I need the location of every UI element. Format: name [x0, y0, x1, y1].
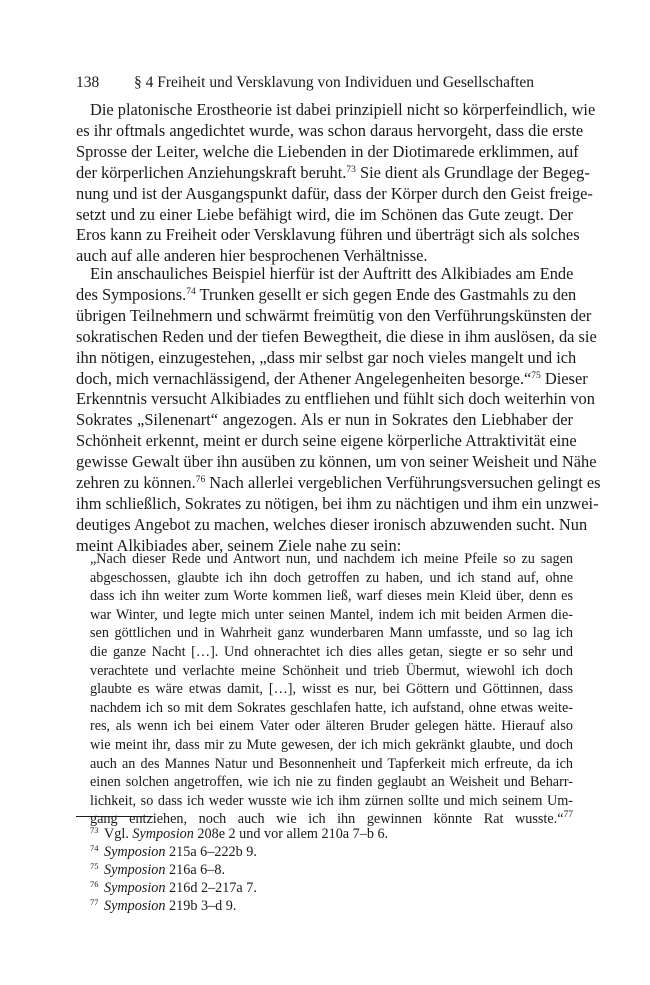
- footnote-ref-76[interactable]: 76: [195, 475, 206, 486]
- text-line: auch auf alle anderen hier besprochenen Verhältnisse.: [76, 246, 428, 266]
- text-line: ihm schließlich, Sokrates zu nötigen, bei ihm zu nächtigen und ihm ein unzwei-: [76, 493, 599, 513]
- footnote-ref-75[interactable]: 75: [531, 370, 541, 381]
- quote-line: dass ich ihn weiter zum Worte kommen ließ, warf dieses mein Kleid über, denn es: [90, 588, 573, 605]
- quote-line: „Nach dieser Rede und Antwort nun, und nachdem ich meine Pfeile so zu sagen: [90, 551, 573, 567]
- footnote: [90, 897, 570, 915]
- text-line: gewisse Gewalt über ihn ausüben zu können, um von seiner Weisheit und Nähe: [76, 452, 597, 472]
- footnote-work-title: Symposion: [104, 898, 166, 915]
- paragraph-2: [76, 264, 601, 557]
- text-line: übrigen Teilnehmern und schwärmt freimütig von den Verführungskünsten der: [76, 305, 592, 325]
- footnote-number: 74: [90, 843, 99, 854]
- footnote: [90, 879, 570, 897]
- text-line: [76, 284, 577, 306]
- text-line: Sokrates „Silenenart“ angezogen. Als er nun in Sokrates den Liebhaber der: [76, 410, 573, 430]
- text-line: nung und ist der Ausgangspunkt dafür, dass der Körper durch den Geist freige-: [76, 183, 593, 203]
- footnote-ref-77[interactable]: 77: [563, 810, 573, 821]
- text-segment: Dieser: [540, 368, 588, 388]
- text-line: deutiges Angebot zu machen, welches dieser ironisch abzuwenden sucht. Nun: [76, 514, 588, 534]
- text-segment: des Symposions.: [76, 284, 187, 304]
- quote-line: glaubte es wäre etwas damit, […], wisst es nur, bei Göttern und Göttinnen, dass: [90, 681, 573, 698]
- footnote-work-title: Symposion: [132, 826, 194, 842]
- footnote-reference: 208e 2 und vor allem 210a 7–b 6.: [193, 826, 389, 842]
- quote-line: res, als wenn ich bei einem Vater oder älteren Bruder gelegen hätte. Hierauf also: [90, 718, 573, 735]
- text-segment: Trunken gesellt er sich gegen Ende des Gastmahls zu den: [195, 284, 577, 304]
- quote-line: abgeschossen, glaubte ich ihn doch getroffen zu haben, und ich stand auf, ohne: [90, 569, 573, 586]
- text-line: [76, 473, 601, 494]
- footnote-reference: 215a 6–222b 9.: [165, 844, 257, 861]
- footnote-separator: [76, 816, 153, 817]
- text-line: [76, 368, 588, 390]
- text-line: Ein anschauliches Beispiel hierfür ist der Auftritt des Alkibiades am Ende: [90, 264, 574, 283]
- quote-line: sen göttlichen und in Wahrheit ganz wunderbaren Mann umfasste, und so lag ich: [90, 625, 573, 642]
- footnote-number: 75: [90, 861, 99, 872]
- text-line: Eros kann zu Freiheit oder Versklavung führen und überträgt sich als solches: [76, 225, 580, 245]
- running-title: § 4 Freiheit und Versklavung von Individuen und Gesellschaften: [134, 74, 535, 91]
- footnote-number: 76: [90, 879, 99, 890]
- quote-line: nachdem ich so mit dem Sokrates geschlafen hatte, ich aufstand, ohne etwas weite-: [90, 699, 573, 716]
- footnote: [90, 825, 570, 843]
- text-line: setzt und zu einer Liebe befähigt wird, die im Schönen das Gute zeugt. Der: [76, 204, 573, 224]
- text-line: es ihr oftmals angedichtet wurde, was schon daraus hervorgeht, dass die erste: [76, 120, 584, 140]
- footnote: [90, 861, 570, 879]
- text-line: sokratischen Reden und der tiefen Bewegtheit, die diese in ihm auslösen, da sie: [76, 326, 597, 346]
- footnote-ref-73[interactable]: 73: [346, 164, 356, 175]
- footnote-reference: 216a 6–8.: [165, 862, 225, 879]
- text-line: Sprosse der Leiter, welche die Liebenden in der Diotimarede erklimmen, auf: [76, 141, 579, 161]
- footnote-reference: 216d 2–217a 7.: [165, 880, 257, 897]
- quote-line: verachtete und verlachte meine Schönheit und trieb Übermut, wiewohl ich doch: [90, 662, 573, 679]
- quote-line: war Winter, und legte mich unter seinen Mantel, indem ich mit beiden Armen die-: [90, 606, 573, 623]
- text-line: Erkenntnis versucht Alkibiades zu entfliehen und fühlt sich doch weiterhin von: [76, 389, 595, 409]
- footnote-number: 77: [90, 897, 99, 908]
- quote-line: lichkeit, so dass ich weder wusste wie ich ihm zürnen sollte und mich seinem Um-: [90, 792, 573, 809]
- text-segment: doch, mich vernachlässigend, der Athener Angelegenheiten besorge.“: [76, 368, 532, 388]
- block-quote: [90, 550, 573, 829]
- text-segment: Sie dient als Grundlage der Begeg-: [355, 162, 590, 182]
- quote-line: die ganze Nacht […]. Und ohnerachtet ich dies alles getan, siegte er so sehr und: [90, 643, 573, 660]
- text-segment: zehren zu können.: [76, 473, 196, 493]
- footnote-reference: 219b 3–d 9.: [165, 898, 237, 915]
- paragraph-1: [76, 100, 596, 267]
- quote-line: wie meint ihr, dass mir zu Mute gewesen, der ich mich gekränkt glaubte, und doch: [90, 736, 573, 753]
- text-line: ihn nötigen, einzugestehen, „dass mir selbst gar noch vieles mangelt und ich: [76, 347, 577, 367]
- footnote-work-title: Symposion: [104, 844, 166, 861]
- text-line: [76, 162, 590, 184]
- footnote-work-title: Symposion: [104, 880, 166, 897]
- running-header: [76, 74, 576, 92]
- page-number: 138: [76, 74, 100, 91]
- footnote-text-pre: Vgl.: [104, 826, 133, 842]
- text-segment: gang entziehen, noch auch wie ich ihn gewinnen könnte Rat wusste.“: [90, 811, 564, 828]
- text-line: Schönheit erkennt, meint er durch seine eigene körperliche Attraktivität eine: [76, 431, 577, 451]
- quote-line: einen solchen angetroffen, wie ich nie zu finden geglaubt an Weisheit und Beharr-: [90, 774, 573, 791]
- footnote: [90, 843, 570, 861]
- text-segment: der körperlichen Anziehungskraft beruht.: [76, 162, 347, 182]
- footnote-work-title: Symposion: [104, 862, 166, 879]
- footnote-ref-74[interactable]: 74: [186, 286, 196, 297]
- footnotes: [90, 825, 570, 915]
- quote-line: auch an des Mannes Natur und Besonnenheit und Tapferkeit mich erfreute, da ich: [90, 755, 573, 772]
- text-segment: Nach allerlei vergeblichen Verführungsversuchen gelingt es: [205, 473, 601, 493]
- footnote-number: 73: [90, 825, 99, 835]
- text-line: Die platonische Erostheorie ist dabei prinzipiell nicht so körperfeindlich, wie: [90, 100, 596, 119]
- text-line: meint Alkibiades aber, seinem Ziele nahe zu sein:: [76, 535, 402, 555]
